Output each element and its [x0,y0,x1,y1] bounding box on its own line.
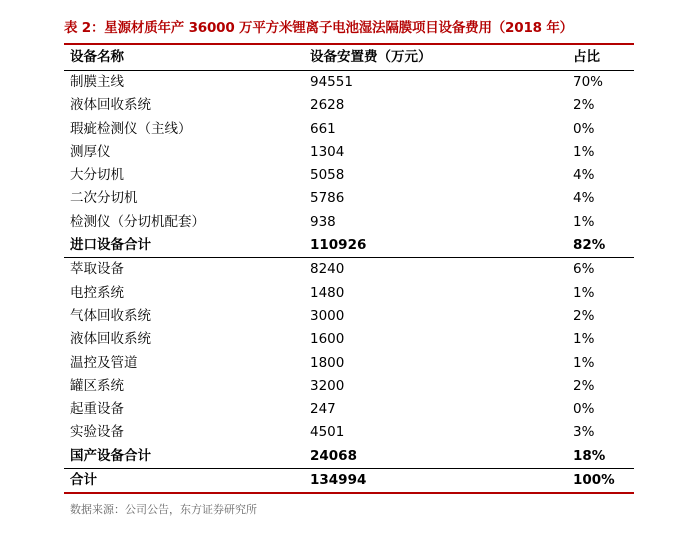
report-table-figure [64,18,634,518]
equipment-name: 实验设备 [70,424,124,441]
header-equipment-name: 设备名称 [64,45,304,71]
subtotal-share: 82% [573,237,606,254]
header-share: 占比 [567,45,634,71]
share: 1% [573,331,595,348]
install-cost: 661 [310,120,336,137]
table-row [64,398,634,421]
share: 0% [573,120,595,137]
install-cost: 8240 [304,258,567,282]
share: 3% [573,424,595,441]
table-row [64,164,634,187]
subtotal-cost: 24068 [310,447,357,464]
equipment-name: 温控及管道 [70,354,138,371]
table-row [64,352,634,375]
table-row [64,71,634,95]
domestic-subtotal-row [64,445,634,469]
share: 1% [573,354,595,371]
equipment-name: 瑕疵检测仪（主线） [70,120,192,137]
equipment-cost-table [64,45,634,494]
table-row [64,211,634,234]
table-row [64,258,634,282]
subtotal-cost: 110926 [310,237,367,254]
install-cost: 3200 [310,377,345,394]
header-install-cost: 设备安置费（万元） [304,45,567,71]
install-cost: 4501 [310,424,345,441]
install-cost: 1800 [310,354,345,371]
share: 1% [573,284,595,301]
install-cost: 247 [310,401,336,418]
equipment-name: 气体回收系统 [70,307,151,324]
share: 0% [573,401,595,418]
install-cost: 5786 [310,190,345,207]
share: 2% [573,377,595,394]
equipment-name: 大分切机 [70,167,124,184]
install-cost: 1480 [310,284,345,301]
subtotal-label: 进口设备合计 [70,237,151,254]
equipment-name: 制膜主线 [70,74,124,90]
data-source-note: 数据来源：公司公告，东方证券研究所 [70,503,257,517]
subtotal-label: 国产设备合计 [70,447,151,464]
equipment-name: 液体回收系统 [70,331,151,348]
total-label: 合计 [64,469,304,494]
table-row [64,421,634,444]
equipment-name: 罐区系统 [70,377,124,394]
share: 2% [573,307,595,324]
equipment-name: 测厚仪 [70,143,111,160]
total-share: 100% [567,469,634,494]
table-row [64,375,634,398]
table-row [64,282,634,305]
table-title: 表 2：星源材质年产 36000 万平方米锂离子电池湿法隔膜项目设备费用（2018 年） [64,20,573,36]
table-row [64,94,634,117]
share: 2% [573,97,595,114]
equipment-name: 液体回收系统 [70,97,151,114]
share: 70% [573,74,604,90]
equipment-name: 萃取设备 [64,258,304,282]
imported-subtotal-row [64,234,634,258]
total-cost: 134994 [304,469,567,494]
equipment-name: 二次分切机 [70,190,138,207]
install-cost: 938 [310,213,336,230]
equipment-name: 检测仪（分切机配套） [70,213,205,230]
share: 4% [573,190,595,207]
install-cost: 94551 [310,74,353,90]
table-row [64,305,634,328]
install-cost: 5058 [310,167,345,184]
install-cost: 2628 [310,97,345,114]
table-row [64,141,634,164]
install-cost: 3000 [310,307,345,324]
share: 4% [573,167,595,184]
share: 1% [573,213,595,230]
table-row [64,187,634,210]
table-row [64,328,634,351]
install-cost: 1600 [310,331,345,348]
table-row [64,118,634,141]
share: 6% [567,258,634,282]
grand-total-row [64,469,634,494]
equipment-name: 电控系统 [70,284,124,301]
table-header-row [64,45,634,71]
install-cost: 1304 [310,143,345,160]
share: 1% [573,143,595,160]
equipment-name: 起重设备 [70,401,124,418]
subtotal-share: 18% [573,447,606,464]
